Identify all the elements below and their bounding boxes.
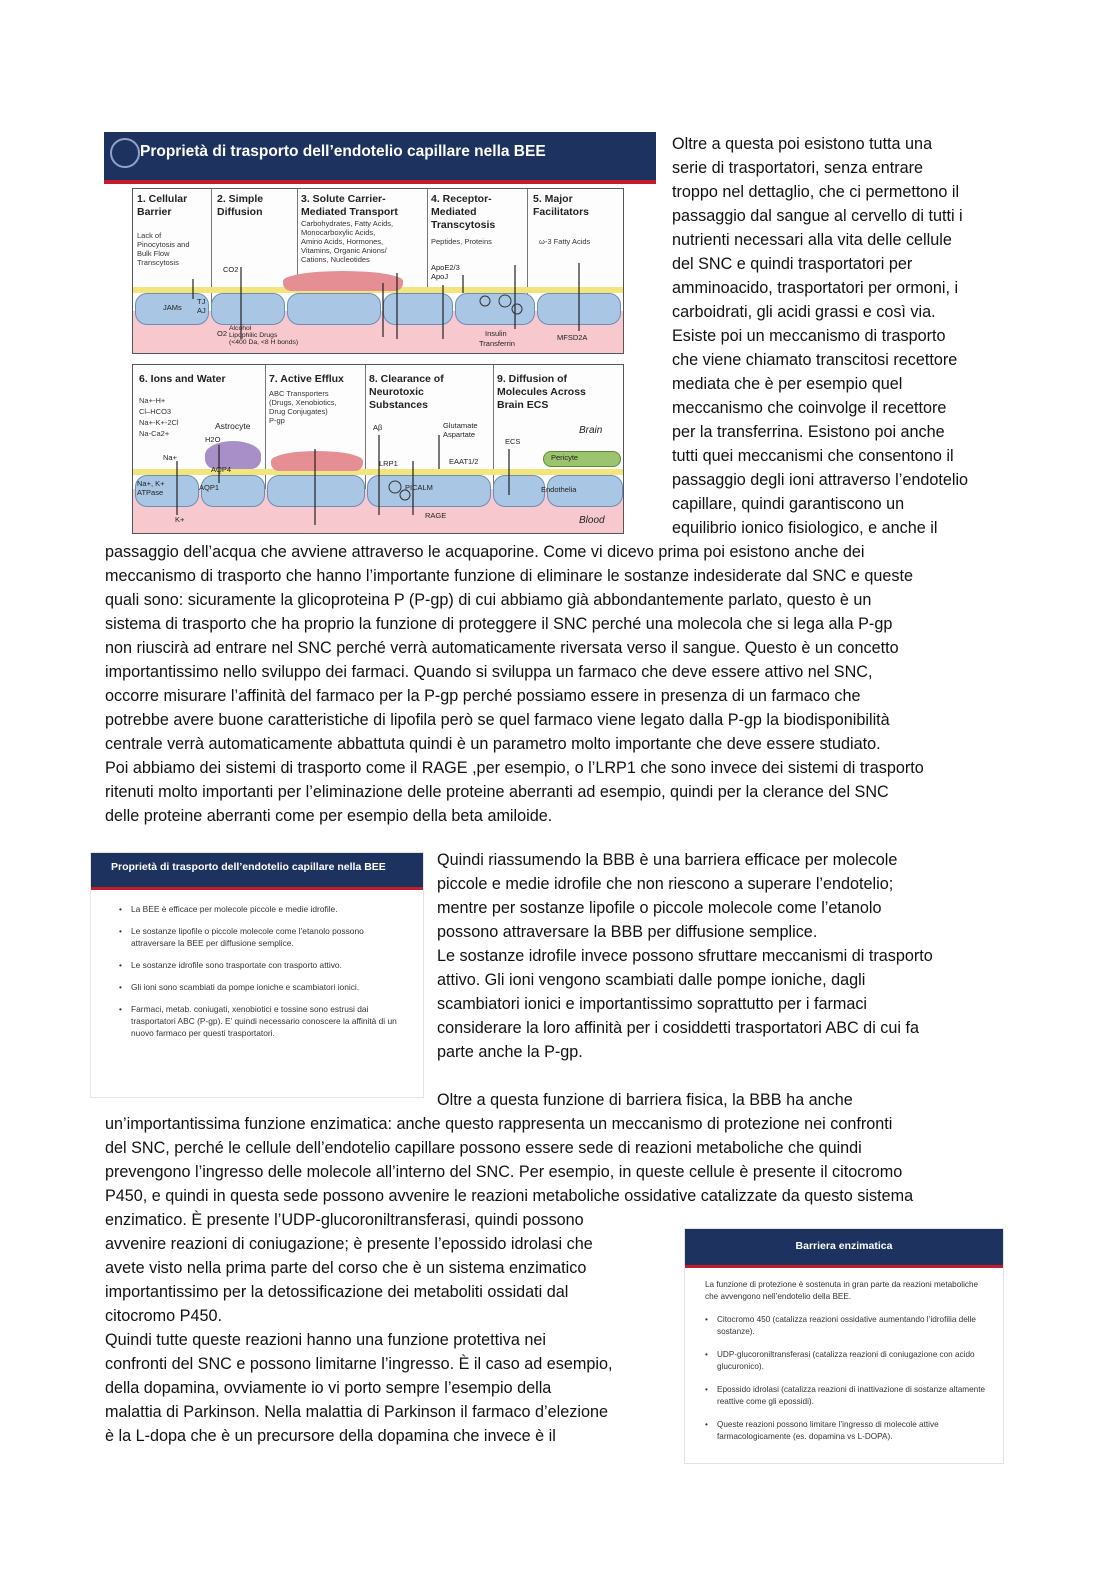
bullet-item: • Epossido idrolasi (catalizza reazioni di inattivazione di sostanze altamente reattive come gli epossidi). bbox=[705, 1384, 991, 1408]
text-line: prevengono l’ingresso delle molecole all’interno del SNC. Per esempio, in queste cellule è presente il citocromo bbox=[105, 1163, 903, 1181]
col-title: 9. Diffusion of Molecules Across Brain ECS bbox=[497, 373, 586, 411]
col-subtitle: ω-3 Fatty Acids bbox=[539, 237, 591, 246]
text-line: avvenire reazioni di coniugazione; è presente l’epossido idrolasi che bbox=[105, 1235, 593, 1253]
text-line: enzimatico. È presente l’UDP-glucoroniltransferasi, quindi possono bbox=[105, 1211, 584, 1229]
slide-intro: La funzione di protezione è sostenuta in gran parte da reazioni metaboliche che avvengono nell’endotelio della BEE. bbox=[705, 1280, 979, 1301]
text-line: equilibrio ionico fisiologico, e anche il bbox=[672, 519, 938, 537]
slide-title: Barriera enzimatica bbox=[795, 1240, 893, 1252]
text-line: possono attraversare la BBB per diffusione semplice. bbox=[437, 923, 818, 941]
text-line: un’importantissima funzione enzimatica: anche questo rappresenta un meccanismo di protezione nei confronti bbox=[105, 1115, 893, 1133]
text-line: Esiste poi un meccanismo di trasporto bbox=[672, 327, 946, 345]
col-title: 2. Simple Diffusion bbox=[217, 193, 264, 218]
col-subtitle: Peptides, Proteins bbox=[431, 237, 492, 246]
text-line: nutrienti necessari alla vita delle cellule bbox=[672, 231, 952, 249]
col-subtitle: Na+-H+ Cl–HCO3 Na+-K+-2Cl Na-Ca2+ bbox=[139, 396, 179, 438]
text-line: delle proteine aberranti come per esempio della beta amiloide. bbox=[105, 807, 553, 825]
text-line: Poi abbiamo dei sistemi di trasporto come il RAGE ,per esempio, o l’LRP1 che sono invece dei sistemi di trasporto bbox=[105, 759, 924, 777]
figure-header bbox=[104, 132, 656, 180]
col-subtitle: Carbohydrates, Fatty Acids, Monocarboxylic Acids, Amino Acids, Hormones, Vitamins, Organic Anions/ Cations, Nucleotides bbox=[301, 219, 394, 264]
bullet-item: • UDP-glucoroniltransferasi (catalizza reazioni di coniugazione con acido glucuronico). bbox=[705, 1349, 991, 1373]
text-line: scambiatori ionici e importantissimo soprattutto per i farmaci bbox=[437, 995, 868, 1013]
col-title: 5. Major Facilitators bbox=[533, 193, 590, 218]
slide-title: Proprietà di trasporto dell’endotelio capillare nella BEE bbox=[111, 861, 386, 873]
slide-header bbox=[685, 1229, 1003, 1265]
transferrin-label: Transferrin bbox=[479, 339, 515, 348]
transport-arrows bbox=[133, 189, 623, 353]
glutamate-label: Glutamate Aspartate bbox=[443, 421, 478, 439]
text-line: mediata che è per esempio quel bbox=[672, 375, 903, 393]
text-line: troppo nel dettaglio, che ci permettono il bbox=[672, 183, 960, 201]
aqp1-label: AQP1 bbox=[199, 483, 220, 492]
pericyte-label: Pericyte bbox=[551, 453, 579, 462]
text-line: carboidrati, gli acidi grassi e così via. bbox=[672, 303, 936, 321]
aqp4-label: AQP4 bbox=[211, 465, 232, 474]
text-line: del SNC, perché le cellule dell’endotelio capillare possono essere sede di reazioni metaboliche che quindi bbox=[105, 1139, 862, 1157]
text-line: per la transferrina. Esistono poi anche bbox=[672, 423, 945, 441]
col-title: 7. Active Efflux bbox=[269, 373, 344, 385]
text-line: potrebbe avere buone caratteristiche di lipofila però se quel farmaco viene legato dalla P-gp la biodisponibilità bbox=[105, 711, 890, 729]
text-line: che viene chiamato transcitosi recettore bbox=[672, 351, 958, 369]
text-line: piccole e medie idrofile che non riescono a superare l’endotelio; bbox=[437, 875, 894, 893]
text-line: avete visto nella prima parte del corso che è un sistema enzimatico bbox=[105, 1259, 587, 1277]
co2-label: CO2 bbox=[223, 265, 239, 274]
paragraph-transporters bbox=[672, 132, 968, 540]
paragraph-enzymatic bbox=[105, 1112, 913, 1208]
text-line: parte anche la P-gp. bbox=[437, 1043, 583, 1061]
text-line: P450, e quindi in questa sede possono avvenire le reazioni metaboliche ossidative catalizzate da questo sistema bbox=[105, 1187, 914, 1205]
slide-header bbox=[91, 853, 423, 887]
text-line: importantissimo nello sviluppo dei farmaci. Quando si sviluppa un farmaco che deve essere attivo nel SNC, bbox=[105, 663, 873, 681]
text-line: attivo. Gli ioni vengono scambiati dalle pompe ioniche, dagli bbox=[437, 971, 866, 989]
slide-content bbox=[705, 1279, 991, 1443]
eaat-label: EAAT1/2 bbox=[449, 457, 479, 466]
figure-title: Proprietà di trasporto dell’endotelio capillare nella BEE bbox=[140, 143, 546, 160]
mfsd2a-label: MFSD2A bbox=[557, 333, 588, 342]
transport-properties-figure bbox=[104, 132, 656, 534]
text-line: tutti quei meccanismi che consentono il bbox=[672, 447, 954, 465]
astrocyte-label: Astrocyte bbox=[215, 421, 251, 431]
text-line: passaggio degli ioni attraverso l’endotelio bbox=[672, 471, 969, 489]
bullet-item: • Citocromo 450 (catalizza reazioni ossidative aumentando l’idrofilia delle sostanze). bbox=[705, 1314, 991, 1338]
jams-label: JAMs bbox=[163, 303, 182, 312]
abeta-label: Aβ bbox=[373, 423, 383, 432]
university-seal-icon bbox=[110, 138, 140, 168]
text-line: sistema di trasporto che ha proprio la funzione di proteggere il SNC perché una molecola che si lega alla P-gp bbox=[105, 615, 893, 633]
rage-label: RAGE bbox=[425, 511, 447, 520]
text-line: importantissimo per la detossificazione dei metaboliti ossidati dal bbox=[105, 1283, 569, 1301]
endothelia-label: Endothelia bbox=[541, 485, 577, 494]
text-line: confronti del SNC e possono limitarne l’ingresso. È il caso ad esempio, bbox=[105, 1355, 613, 1373]
col-title: 8. Clearance of Neurotoxic Substances bbox=[369, 373, 444, 411]
text-line: meccanismo di trasporto che hanno l’importante funzione di eliminare le sostanze indesiderate dal SNC e queste bbox=[105, 567, 914, 585]
text-line: Quindi tutte queste reazioni hanno una funzione protettiva nei bbox=[105, 1331, 546, 1349]
text-line: amminoacido, trasportatori per ormoni, i bbox=[672, 279, 959, 297]
text-line: ritenuti molto importanti per l’eliminazione delle proteine aberranti ad esempio, quindi per la clerance del SNC bbox=[105, 783, 889, 801]
tj-label: TJ AJ bbox=[197, 297, 206, 315]
text-line: malattia di Parkinson. Nella malattia di Parkinson il farmaco d’elezione bbox=[105, 1403, 608, 1421]
insulin-label: Insulin bbox=[485, 329, 507, 338]
h2o-label: H2O bbox=[205, 435, 221, 444]
bullet-item: • Le sostanze lipofile o piccole molecole come l’etanolo possono attraversare la BEE per diffusione semplice. bbox=[119, 925, 409, 949]
paragraph-enzymatic-intro bbox=[437, 1088, 853, 1112]
text-line: passaggio dal sangue al cervello di tutti i bbox=[672, 207, 963, 225]
header-accent-bar bbox=[91, 887, 423, 890]
alcohol-label: Alcohol Lipophilic Drugs (<400 Da, <8 H bonds) bbox=[229, 325, 299, 346]
transport-arrows bbox=[133, 365, 623, 533]
text-line: della dopamina, ovviamente io vi porto sempre l’esempio della bbox=[105, 1379, 552, 1397]
bottom-panel bbox=[132, 364, 624, 534]
col-title: 3. Solute Carrier- Mediated Transport bbox=[301, 193, 398, 218]
text-line: Oltre a questa poi esistono tutta una bbox=[672, 135, 933, 153]
text-line: capillare, quindi garantiscono un bbox=[672, 495, 905, 513]
bullet-item: • Farmaci, metab. coniugati, xenobiotici e tossine sono estrusi dai trasportatori ABC (P-gp). E’ quindi necessario conoscere la affinità di un nuovo farmaco per questi trasportatori. bbox=[119, 1003, 409, 1039]
top-panel bbox=[132, 188, 624, 354]
o2-label: O2 bbox=[217, 329, 228, 338]
header-accent-bar bbox=[685, 1265, 1003, 1268]
text-line: considerare la loro affinità per i cosiddetti trasportatori ABC di cui fa bbox=[437, 1019, 919, 1037]
apoe-label: ApoE2/3 ApoJ bbox=[431, 263, 460, 281]
header-accent-bar bbox=[104, 180, 656, 184]
col-subtitle: ABC Transporters (Drugs, Xenobiotics, Drug Conjugates) P-gp bbox=[269, 389, 337, 425]
blood-label: Blood bbox=[579, 515, 605, 526]
paragraph-efflux bbox=[105, 540, 924, 828]
text-line: Quindi riassumendo la BBB è una barriera efficace per molecole bbox=[437, 851, 898, 869]
bullet-item: • Le sostanze idrofile sono trasportate con trasporto attivo. bbox=[119, 959, 409, 971]
col-title: 1. Cellular Barrier bbox=[137, 193, 188, 218]
text-line: Le sostanze idrofile invece possono sfruttare meccanismi di trasporto bbox=[437, 947, 933, 965]
atpase-label: Na+, K+ ATPase bbox=[137, 479, 165, 497]
text-line: passaggio dell’acqua che avviene attraverso le acquaporine. Come vi dicevo prima poi esistono anche dei bbox=[105, 543, 865, 561]
col-title: 6. Ions and Water bbox=[139, 373, 226, 385]
bullet-item: • La BEE è efficace per molecole piccole e medie idrofile. bbox=[119, 903, 409, 915]
text-line: citocromo P450. bbox=[105, 1307, 222, 1325]
text-line: serie di trasportatori, senza entrare bbox=[672, 159, 924, 177]
col-subtitle: Lack of Pinocytosis and Bulk Flow Transcytosis bbox=[137, 231, 190, 267]
lrp1-label: LRP1 bbox=[379, 459, 398, 468]
text-line: non riuscirà ad entrare nel SNC perché verrà automaticamente riversata verso il sangue. Questo è un concetto bbox=[105, 639, 899, 657]
slide-bullets bbox=[119, 903, 409, 1049]
col-title: 4. Receptor- Mediated Transcytosis bbox=[431, 193, 496, 231]
picalm-label: PICALM bbox=[405, 483, 433, 492]
text-line: quali sono: sicuramente la glicoproteina P (P-gp) di cui abbiamo già abbondantemente parlato, questo è un bbox=[105, 591, 872, 609]
paragraph-reactions bbox=[105, 1208, 612, 1448]
brain-label: Brain bbox=[579, 425, 603, 436]
bullet-item: • Gli ioni sono scambiati da pompe ioniche e scambiatori ionici. bbox=[119, 981, 409, 993]
text-line: è la L-dopa che è un precursore della dopamina che invece è il bbox=[105, 1427, 556, 1445]
text-line: occorre misurare l’affinità del farmaco per la P-gp perché possiamo essere in presenza di un farmaco che bbox=[105, 687, 861, 705]
na-label: Na+ bbox=[163, 453, 177, 462]
bullet-item: • Queste reazioni possono limitare l’ingresso di molecole attive farmacologicamente (es. dopamina vs L-DOPA). bbox=[705, 1419, 991, 1443]
k-label: K+ bbox=[175, 515, 185, 524]
paragraph-summary bbox=[437, 848, 933, 1064]
text-line: del SNC e quindi trasportatori per bbox=[672, 255, 913, 273]
text-line: centrale verrà automaticamente abbattuta quindi è un parametro molto importante che deve essere studiato. bbox=[105, 735, 881, 753]
summary-slide bbox=[90, 852, 424, 1098]
text-line: mentre per sostanze lipofile o piccole molecole come l’etanolo bbox=[437, 899, 882, 917]
ecs-label: ECS bbox=[505, 437, 521, 446]
text-line: Oltre a questa funzione di barriera fisica, la BBB ha anche bbox=[437, 1091, 853, 1109]
enzymatic-barrier-slide bbox=[684, 1228, 1004, 1464]
text-line: meccanismo che coinvolge il recettore bbox=[672, 399, 947, 417]
